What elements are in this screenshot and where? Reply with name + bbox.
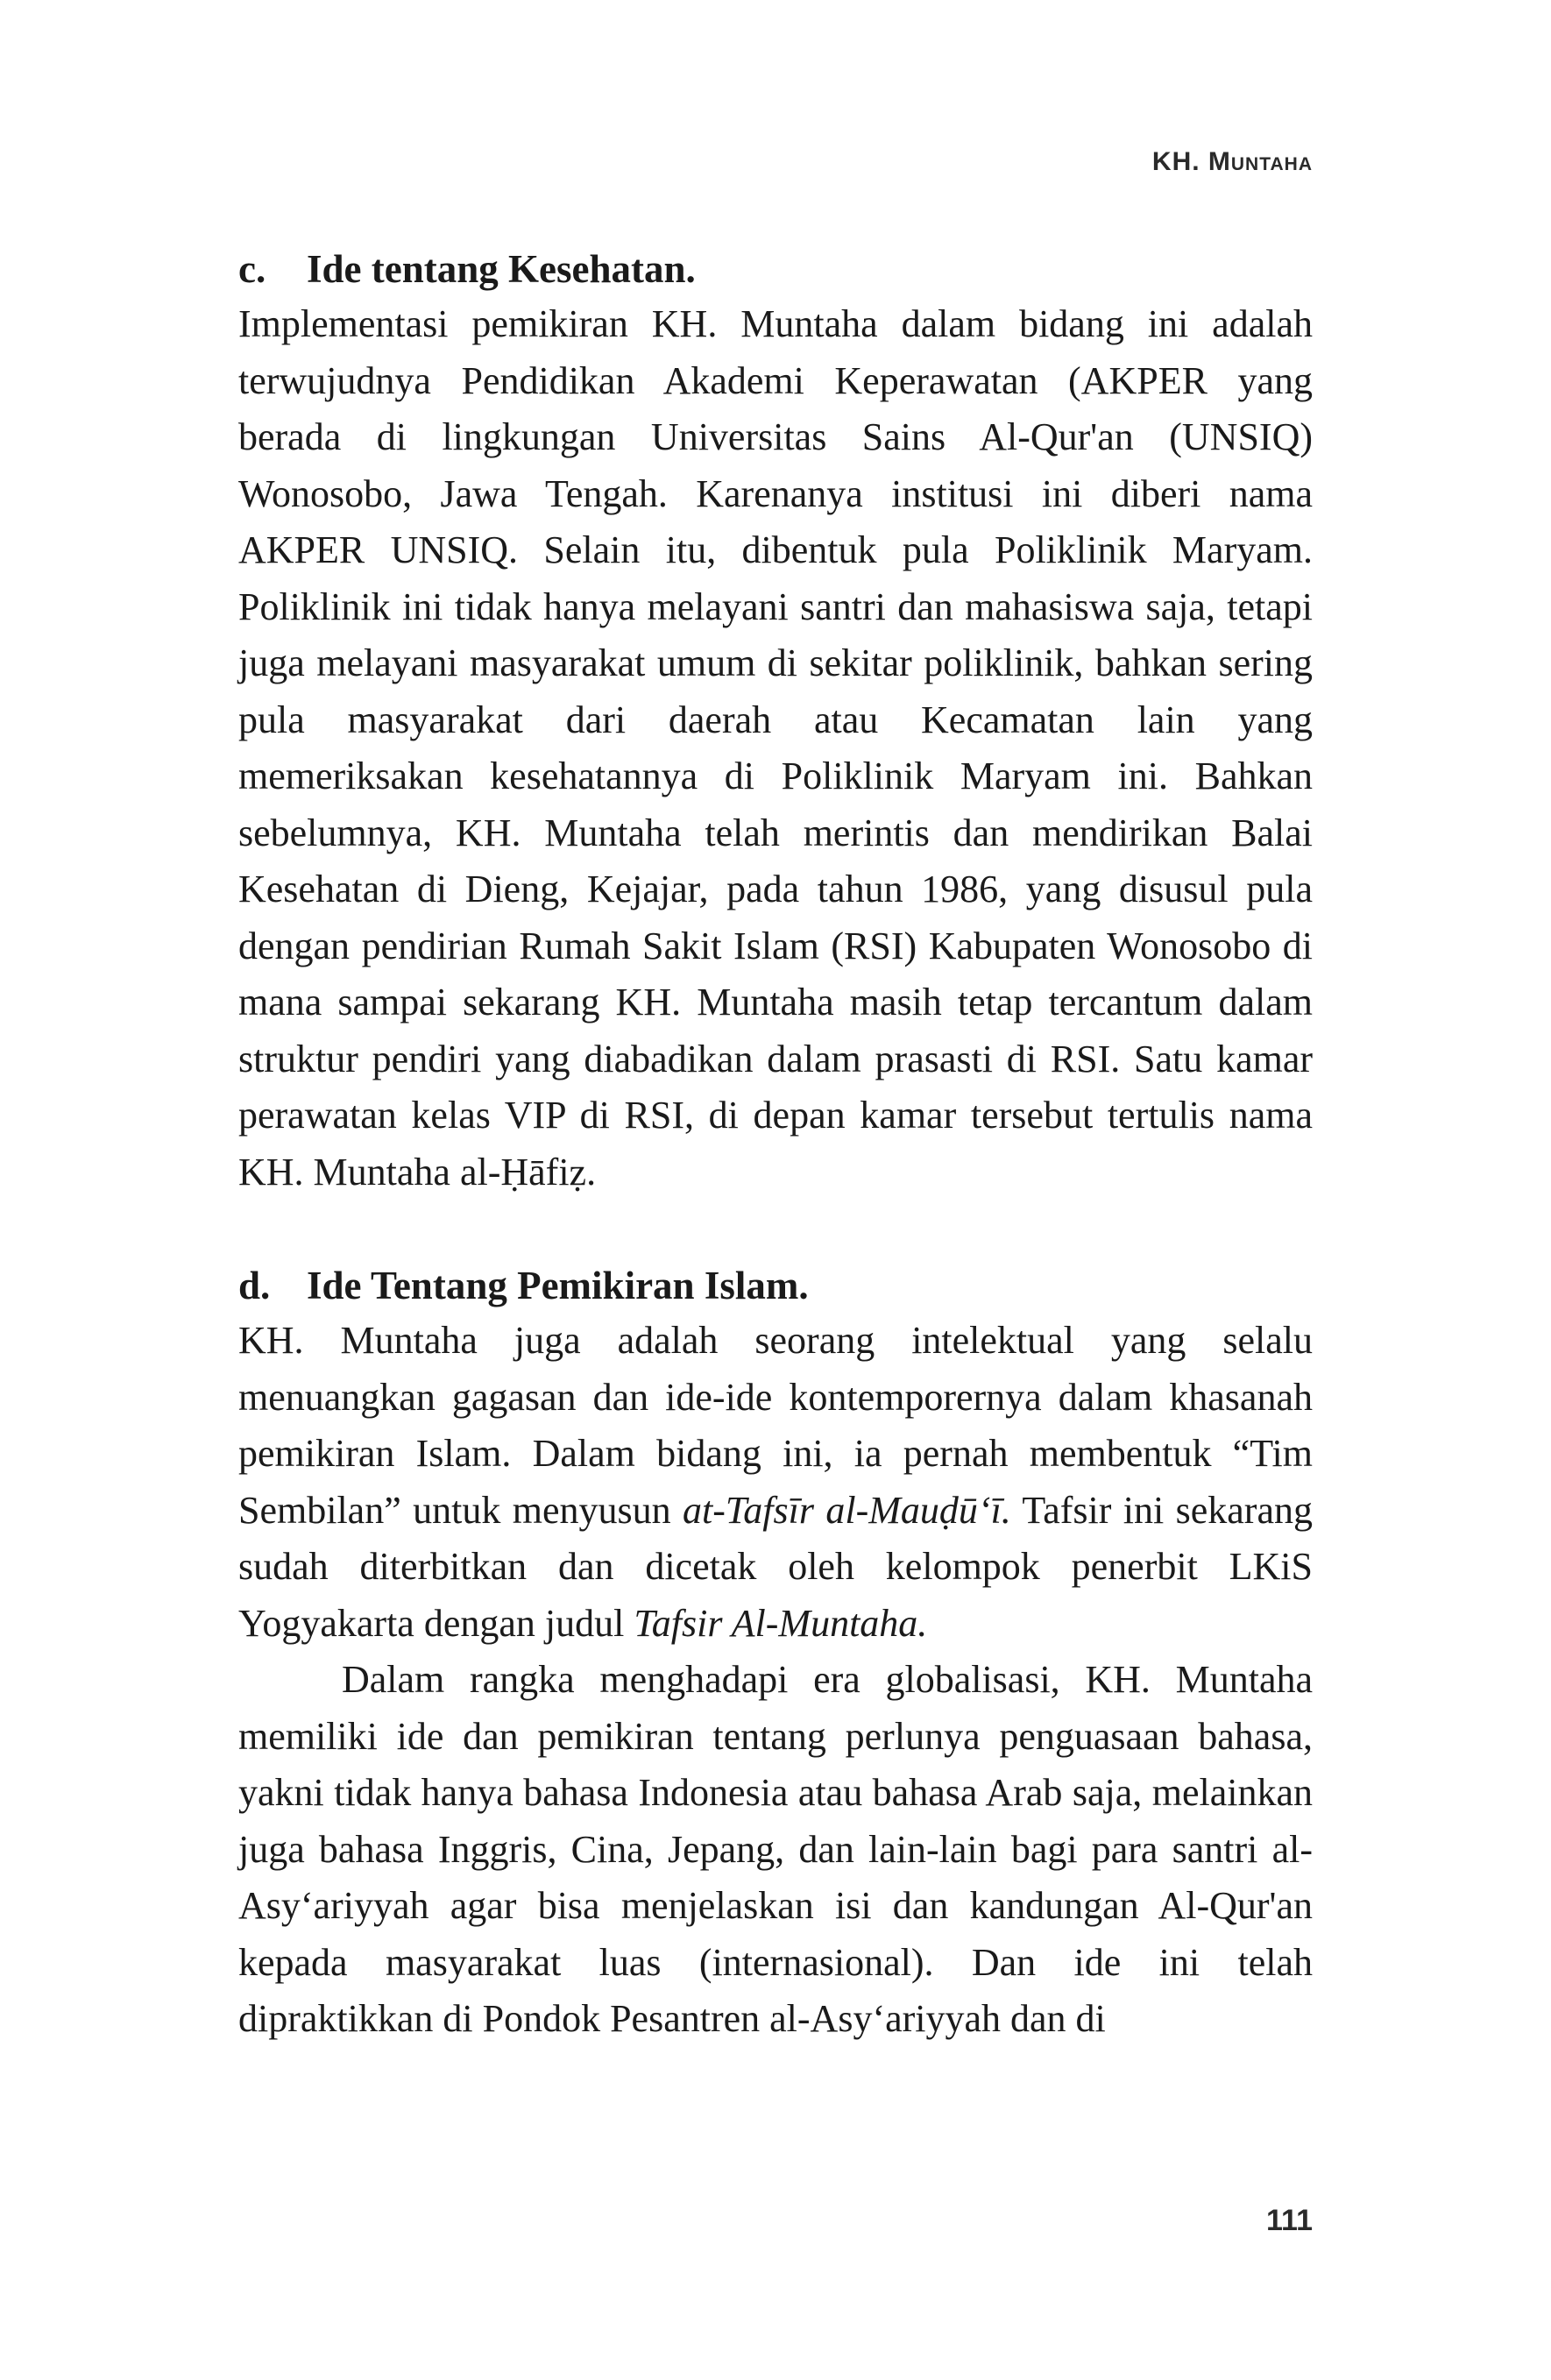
- running-header: KH. Muntaha: [1151, 147, 1313, 176]
- section-letter: d.: [238, 1264, 271, 1307]
- text-run: Tafsir ini sekarang sudah diterbitkan dan dicetak oleh kelompok penerbit LKiS Yogyakarta dengan judul: [238, 1488, 1313, 1645]
- text-run: KH. Muntaha juga adalah seorang intelektual yang selalu menuangkan gagasan dan ide-ide kontemporernya dalam khasanah pemikiran Islam. Dalam bidang ini, ia pernah membentuk “Tim Sembilan” untuk menyusun: [238, 1319, 1313, 1532]
- section-gap: [238, 1201, 1313, 1258]
- paragraph-tafsir: [238, 1313, 1313, 1652]
- section-letter: c.: [238, 247, 266, 291]
- page-number: 111: [1266, 2204, 1313, 2237]
- paragraph-health: Implementasi pemikiran KH. Muntaha dalam bidang ini adalah terwujudnya Pendidikan Akademi Keperawatan (AKPER yang berada di lingkungan Universitas Sains Al-Qur'an (UNSIQ) Wonosobo, Jawa Tengah. Karenanya institusi ini diberi nama AKPER UNSIQ. Selain itu, dibentuk pula Poliklinik Maryam. Poliklinik ini tidak hanya melayani santri dan mahasiswa saja, tetapi juga melayani masyarakat umum di sekitar poliklinik, bahkan sering pula masyarakat dari daerah atau Kecamatan lain yang memeriksakan kesehatannya di Poliklinik Maryam ini. Bahkan sebelumnya, KH. Muntaha telah merintis dan mendirikan Balai Kesehatan di Dieng, Kejajar, pada tahun 1986, yang disusul pula dengan pendirian Rumah Sakit Islam (RSI) Kabupaten Wonosobo di mana sampai sekarang KH. Muntaha masih tetap tercantum dalam struktur pendiri yang diabadikan dalam prasasti di RSI. Satu kamar perawatan kelas VIP di RSI, di depan kamar tersebut tertulis nama KH. Muntaha al-Ḥāfiẓ.: [238, 302, 1313, 1194]
- paragraph-globalization: Dalam rangka menghadapi era globalisasi, KH. Muntaha memiliki ide dan pemikiran tentang perlunya penguasaan bahasa, yakni tidak hanya bahasa Indonesia atau bahasa Arab saja, melainkan juga bahasa Inggris, Cina, Jepang, dan lain-lain bagi para santri al-Asy‘ariyyah agar bisa menjelaskan isi dan kandungan Al-Qur'an kepada masyarakat luas (internasional). Dan ide ini telah dipraktikkan di Pondok Pesantren al-Asy‘ariyyah dan di: [238, 1658, 1313, 2040]
- italic-title-tafsir-al-muntaha: Tafsir Al-Muntaha.: [634, 1601, 928, 1645]
- section-title: Ide Tentang Pemikiran Islam.: [307, 1264, 809, 1307]
- page-body: [238, 242, 1313, 2048]
- section-heading-islamic-thought: [238, 1258, 1313, 1313]
- section-heading-health: [238, 242, 1313, 296]
- section-title: Ide tentang Kesehatan.: [307, 247, 696, 291]
- italic-title-tafsir-maudui: at-Tafsīr al-Mauḍū‘ī.: [683, 1488, 1011, 1532]
